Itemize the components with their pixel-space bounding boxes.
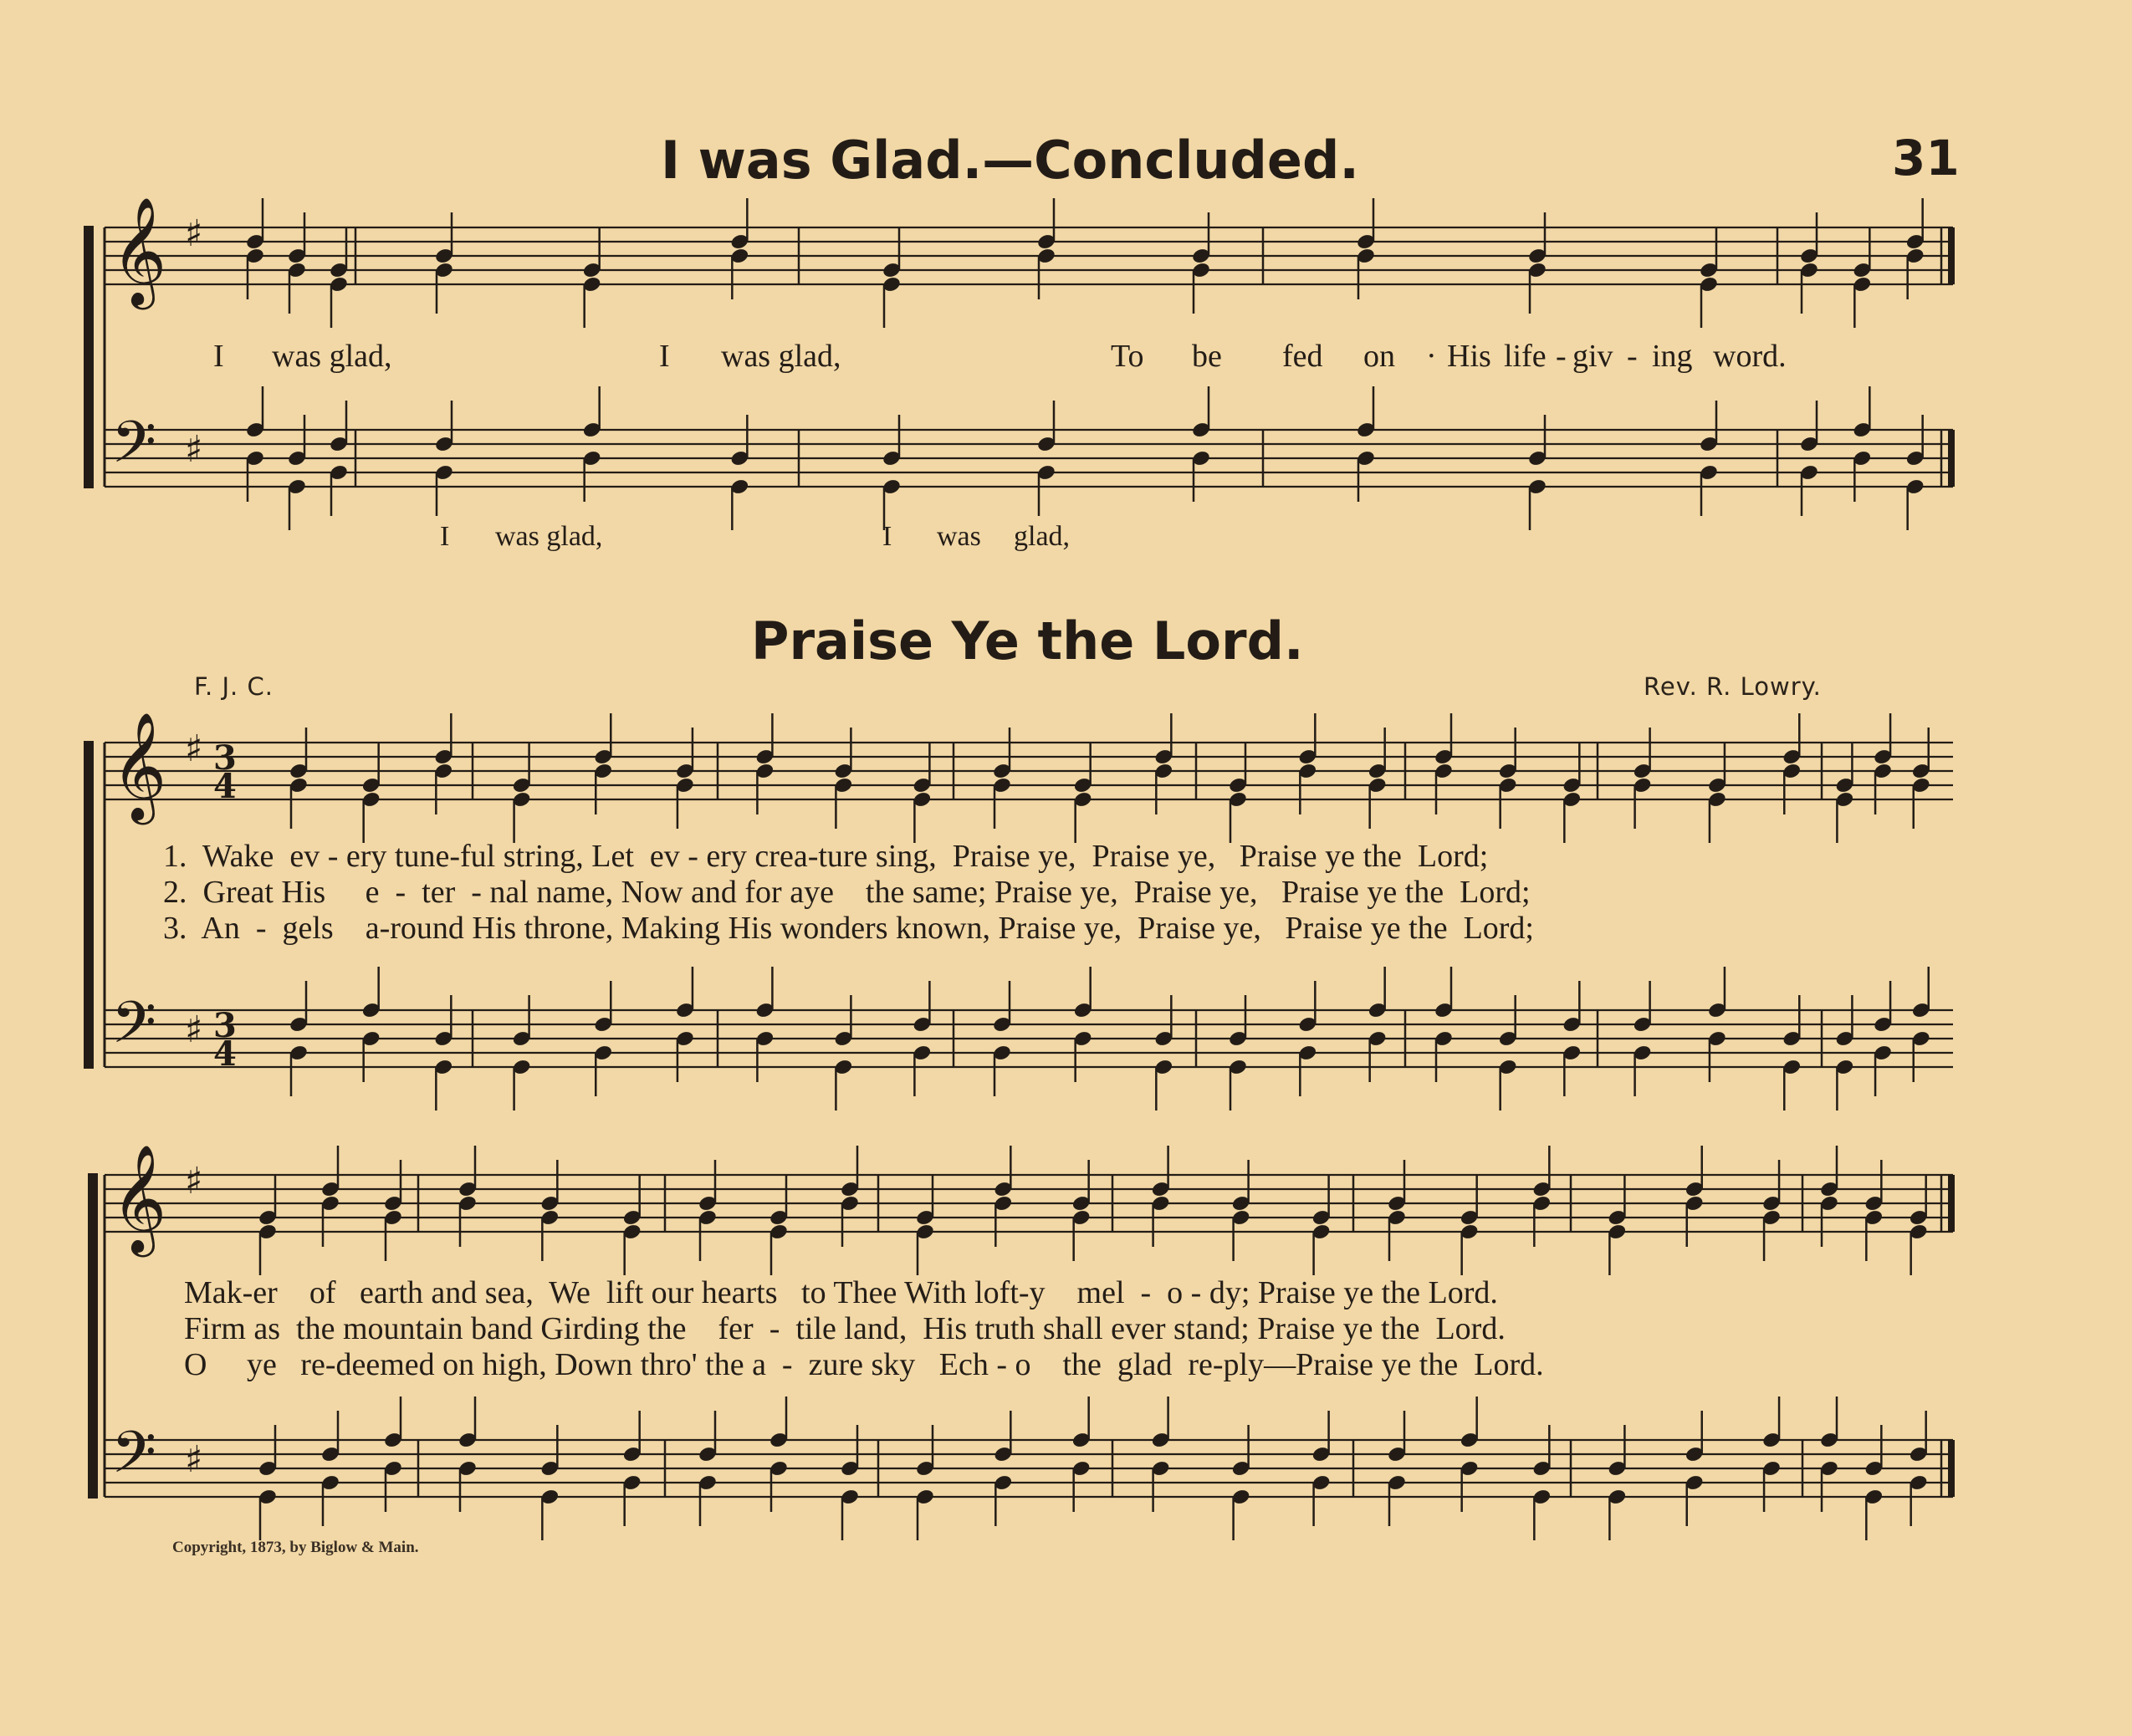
key-signature-sharp: ♯ — [185, 728, 203, 770]
treble-lyric: I — [213, 339, 224, 374]
treble-clef: 𝄞 — [111, 197, 167, 305]
composer-credit: Rev. R. Lowry. — [1644, 672, 1822, 701]
treble-lyric: be — [1192, 339, 1222, 374]
verse-3-line-2: O ye re-deemed on high, Down thro' the a - zure sky Ech - o the glad re-ply—Praise ye the Lord. — [184, 1347, 1544, 1382]
verse-1-line-1: 1. Wake ev - ery tune-ful string, Let ev - ery crea-ture sing, Praise ye, Praise ye, Praise ye the Lord; — [163, 839, 1489, 874]
key-signature-sharp: ♯ — [185, 1160, 203, 1202]
song-title-concluded: I was Glad.—Concluded. — [661, 130, 1359, 191]
verse-2-line-1: 2. Great His e - ter - nal name, Now and for aye the same; Praise ye, Praise ye, Praise ye the Lord; — [163, 875, 1531, 910]
treble-lyric: · — [1426, 339, 1437, 374]
key-signature-sharp: ♯ — [185, 212, 203, 255]
author-credit: F. J. C. — [194, 672, 274, 701]
final-bar-thick — [1948, 1175, 1955, 1232]
system-bracket — [84, 741, 94, 1069]
song-title-praise: Praise Ye the Lord. — [751, 610, 1304, 671]
verse-3-line-1: 3. An - gels a-round His throne, Making His wonders known, Praise ye, Praise ye, Praise ye the Lord; — [163, 911, 1534, 946]
treble-lyric: - — [1556, 339, 1567, 374]
bass-lyric: I — [882, 521, 892, 552]
key-signature-sharp: ♯ — [185, 428, 203, 471]
final-bar-thick — [1948, 430, 1955, 487]
page-number: 31 — [1892, 130, 1960, 186]
treble-lyric: His — [1447, 339, 1491, 374]
staff-lines — [84, 226, 1955, 1499]
treble-lyric: was glad, — [721, 339, 841, 374]
verse-2-line-2: Firm as the mountain band Girding the fer - tile land, His truth shall ever stand; Praise ye the Lord. — [184, 1311, 1506, 1346]
notes — [245, 198, 1931, 1540]
verse-1-line-2: Mak-er of earth and sea, We lift our hearts to Thee With loft-y mel - o - dy; Praise ye the Lord. — [184, 1275, 1498, 1310]
bass-clef: 𝄢 — [111, 408, 157, 490]
system-bracket — [84, 226, 94, 488]
time-signature: 4 — [213, 1034, 237, 1074]
treble-lyric: word. — [1713, 339, 1787, 374]
treble-clef: 𝄞 — [111, 1144, 167, 1253]
key-signature-sharp: ♯ — [185, 1438, 203, 1481]
bass-lyric: I — [440, 521, 450, 552]
bass-lyric: was glad, — [495, 521, 603, 552]
bass-lyric: was — [937, 521, 981, 552]
treble-lyric: was glad, — [272, 339, 392, 374]
time-signature: 4 — [213, 767, 237, 806]
system-bracket — [88, 1173, 98, 1499]
copyright-notice: Copyright, 1873, by Biglow & Main. — [172, 1539, 419, 1556]
final-bar-thick — [1948, 1440, 1955, 1497]
bass-clef: 𝄢 — [111, 1418, 157, 1500]
time-signature: 3 — [213, 738, 237, 778]
clefs — [111, 197, 237, 1500]
treble-lyric: fed — [1282, 339, 1323, 374]
treble-lyric: - — [1627, 339, 1638, 374]
treble-lyric: giv — [1572, 339, 1613, 374]
treble-lyric: ing — [1652, 339, 1693, 374]
bass-lyric: glad, — [1014, 521, 1071, 552]
treble-lyric: To — [1111, 339, 1144, 374]
key-signature-sharp: ♯ — [185, 1008, 203, 1051]
treble-lyric: I — [659, 339, 670, 374]
treble-lyric: life — [1504, 339, 1547, 374]
bass-clef: 𝄢 — [111, 988, 157, 1070]
final-bar-thick — [1948, 227, 1955, 284]
treble-lyric: on — [1363, 339, 1395, 374]
time-signature: 3 — [213, 1006, 237, 1045]
treble-clef: 𝄞 — [111, 712, 167, 820]
